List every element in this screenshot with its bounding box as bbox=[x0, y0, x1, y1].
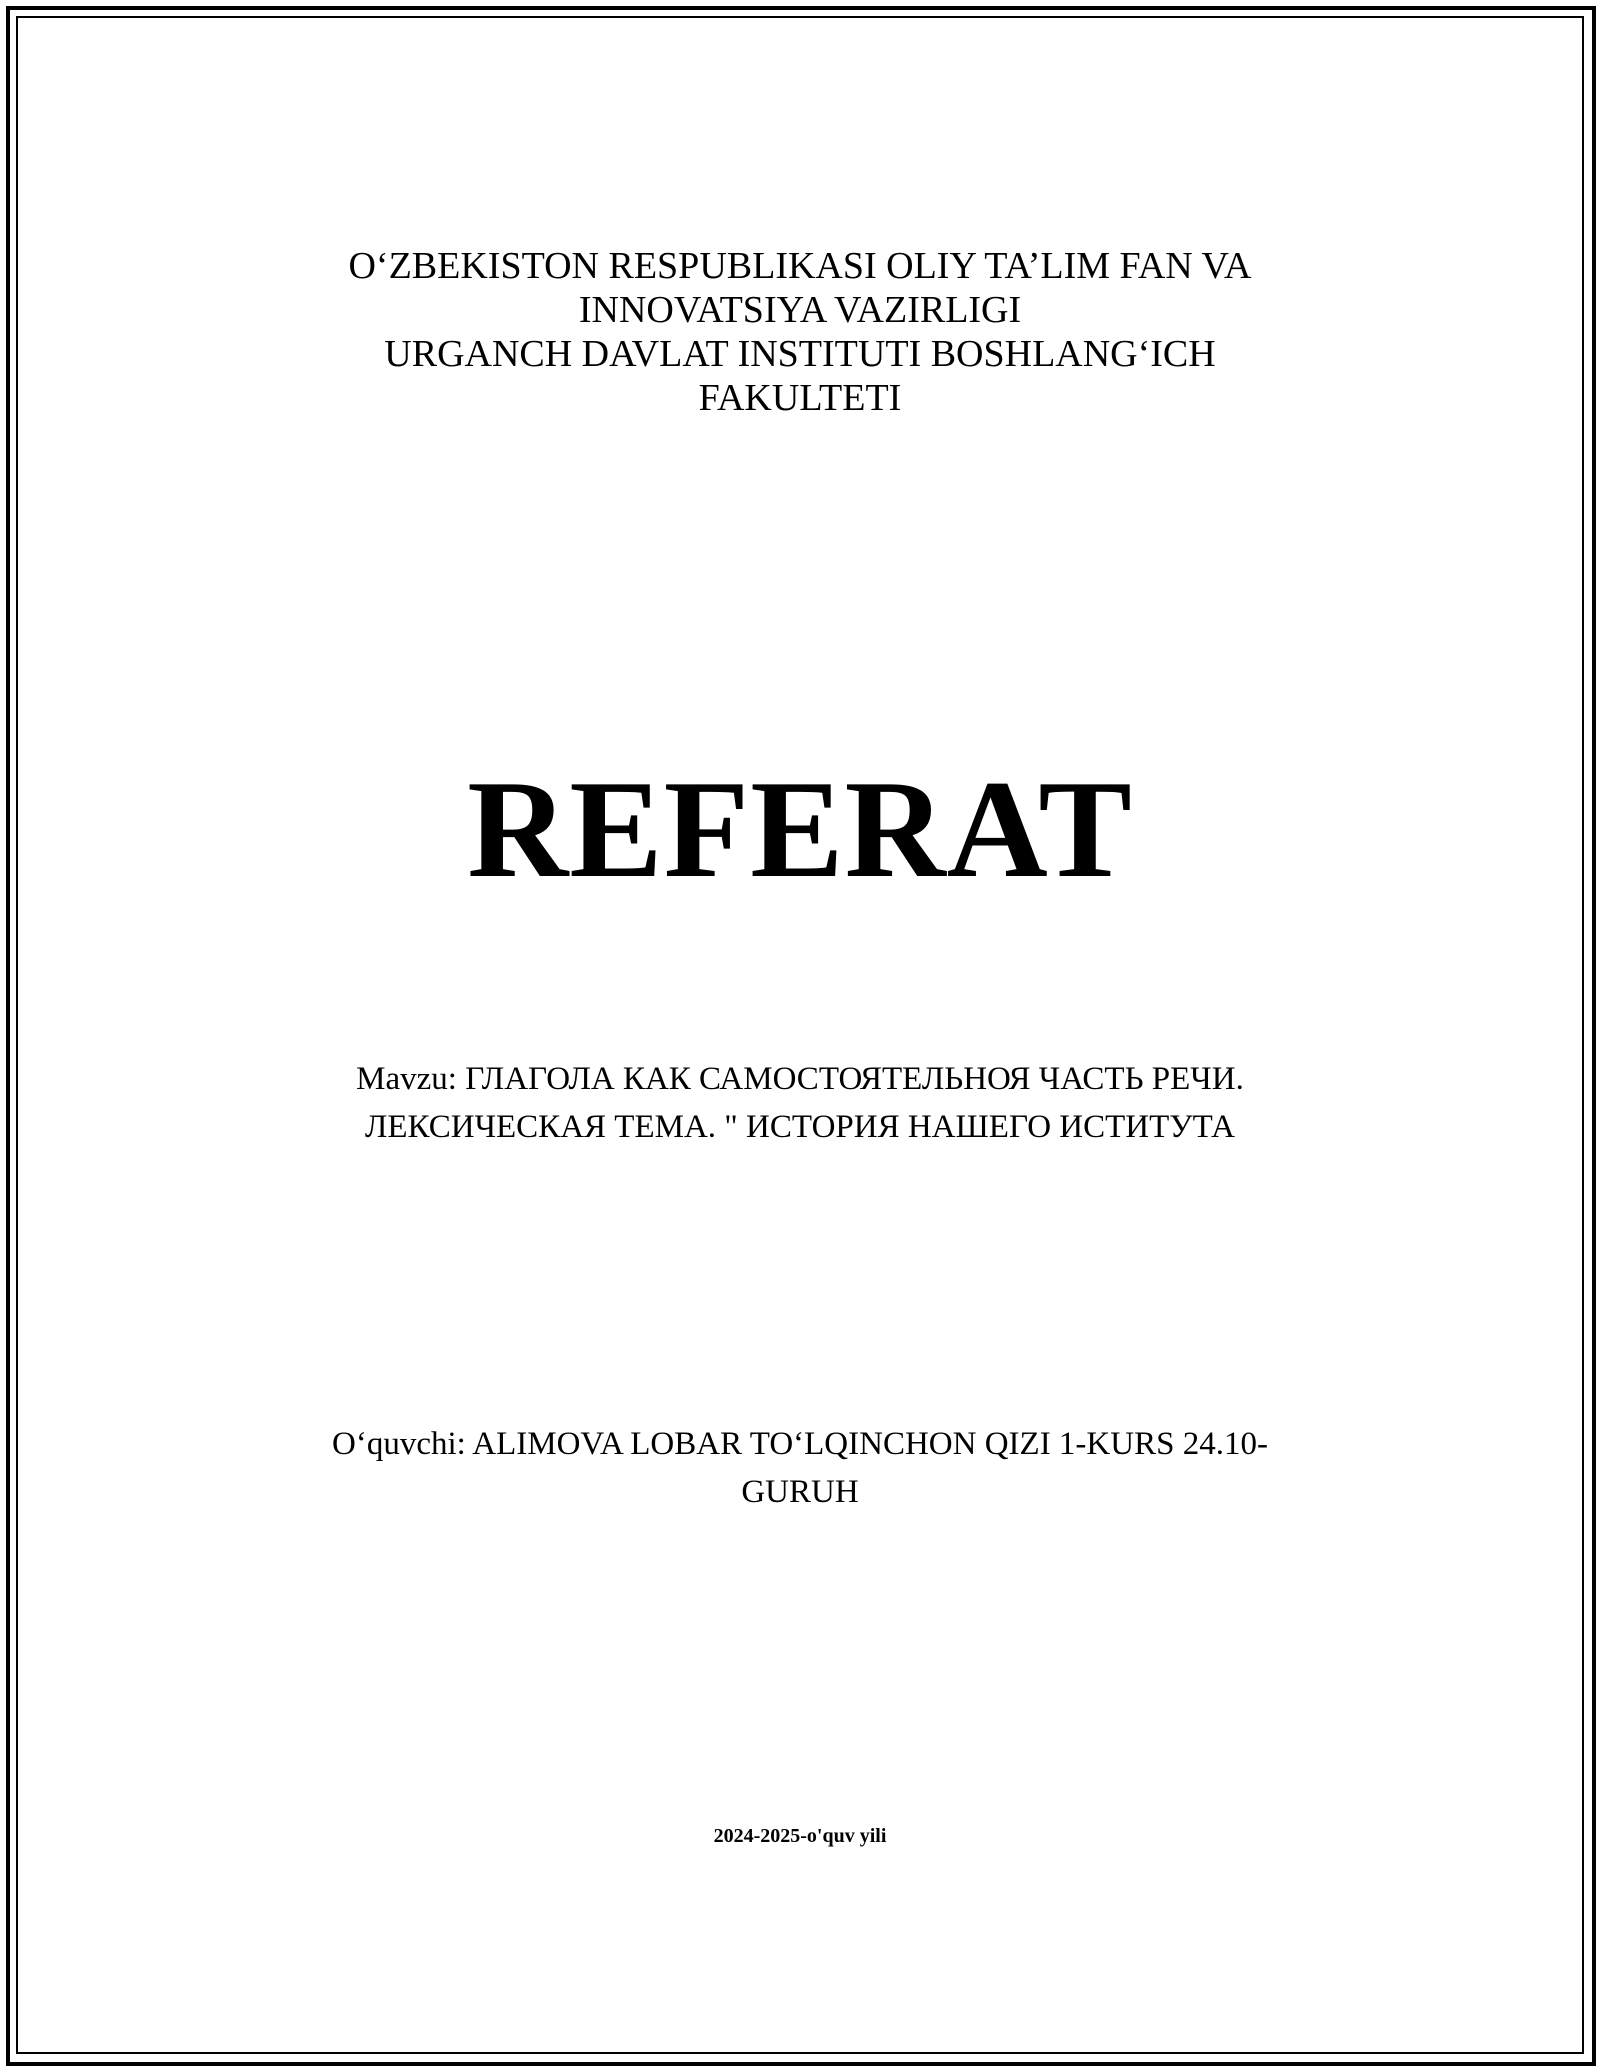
ministry-line: URGANCH DAVLAT INSTITUTI BOSHLANG‘ICH bbox=[384, 333, 1216, 375]
topic-section bbox=[0, 1055, 1600, 1151]
ministry-line: FAKULTETI bbox=[698, 377, 902, 419]
academic-year: 2024-2025-o'quv yili bbox=[713, 1825, 887, 1847]
topic-line: ЛЕКСИЧЕСКАЯ ТЕМА. " ИСТОРИЯ НАШЕГО ИСТИТУТА bbox=[365, 1109, 1235, 1145]
ministry-line: INNOVATSIYA VAZIRLIGI bbox=[578, 289, 1022, 331]
student-line: O‘quvchi: ALIMOVA LOBAR TO‘LQINCHON QIZI 1-KURS 24.10- bbox=[332, 1426, 1268, 1462]
topic-line: Mavzu: ГЛАГОЛА КАК САМОСТОЯТЕЛЬНОЯ ЧАСТЬ РЕЧИ. bbox=[356, 1061, 1244, 1097]
ministry-line: O‘ZBEKISTON RESPUBLIKASI OLIY TA’LIM FAN VA bbox=[348, 245, 1252, 287]
student-line: GURUH bbox=[741, 1474, 859, 1510]
document-title: REFERAT bbox=[467, 752, 1133, 907]
student-section bbox=[0, 1420, 1600, 1516]
ministry-header bbox=[0, 244, 1600, 420]
